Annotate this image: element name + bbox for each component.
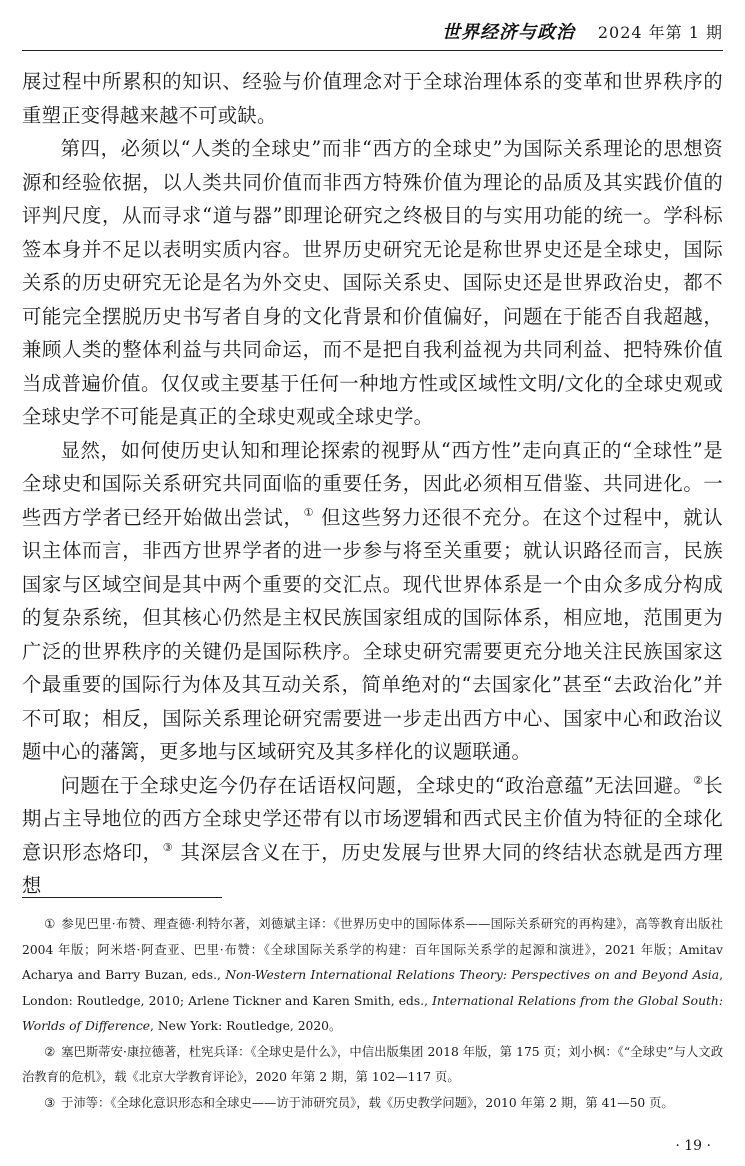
footnotes [22, 912, 723, 1116]
paragraph-2: 第四，必须以“人类的全球史”而非“西方的全球史”为国际关系理论的思想资源和经验依据，以人类共同价值而非西方特殊价值为理论的品质及其实践价值的评判尺度，从而寻求“道与器”即理论研究之终极目的与实用功能的统一。学科标签本身并不足以表明实质内容。世界历史研究无论是称世界史还是全球史，国际关系的历史研究无论是名为外交史、国际关系史、国际史还是世界政治史，都不可能完全摆脱历史书写者自身的文化背景和价值偏好，问题在于能否自我超越，兼顾人类的整体利益与共同命运，而不是把自我利益视为共同利益、把特殊价值当成普遍价值。仅仅或主要基于任何一种地方性或区域性文明/文化的全球史观或全球史学不可能是真正的全球史观或全球史学。 [22, 137, 723, 428]
footnote-ref-1[interactable]: ① [303, 505, 315, 519]
journal-logo: 世界经济与政治 [442, 22, 575, 43]
footnote-ref-3[interactable]: ③ [162, 840, 174, 854]
footnote-2: ② 塞巴斯蒂安·康拉德著，杜宪兵译：《全球史是什么》，中信出版集团 2018 年版，第 175 页；刘小枫：《“全球史”与人文政治教育的危机》，载《北京大学教育评论》，2020 年第 2 期，第 102—117 页。 [22, 1044, 724, 1084]
page-number: · 19 · [675, 1138, 711, 1154]
footnote-ref-2[interactable]: ② [693, 773, 704, 787]
paragraph-4: 问题在于全球史迄今仍存在话语权问题，全球史的“政治意蕴”无法回避。②长期占主导地位的西方全球史学还带有以市场逻辑和西式民主价值为特征的全球化意识形态烙印，③ 其深层含义在于，历史发展与世界大同的终结状态就是西方理想 [22, 773, 723, 897]
issue-label: 2024 年第 1 期 [597, 23, 723, 42]
footnote-rule [22, 897, 222, 898]
footnote-3: ③ 于沛等：《全球化意识形态和全球史——访于沛研究员》，载《历史教学问题》，2010 年第 2 期，第 41—50 页。 [44, 1095, 674, 1110]
paragraph-1: 展过程中所累积的知识、经验与价值理念对于全球治理体系的变革和世界秩序的重塑正变得越来越不可或缺。 [22, 70, 723, 127]
running-header [0, 14, 745, 48]
header-rule [22, 50, 723, 51]
paragraph-3: 显然，如何使历史认知和理论探索的视野从“西方性”走向真正的“全球性”是全球史和国际关系研究共同面临的重要任务，因此必须相互借鉴、共同进化。一些西方学者已经开始做出尝试，① 但这些努力还很不充分。在这个过程中，就认识主体而言，非西方世界学者的进一步参与将至关重要；就认识路径而言，民族国家与区域空间是其中两个重要的交汇点。现代世界体系是一个由众多成分构成的复杂系统，但其核心仍然是主权民族国家组成的国际体系，相应地，范围更为广泛的世界秩序的关键仍是国际秩序。全球史研究需要更充分地关注民族国家这个最重要的国际行为体及其互动关系，简单绝对的“去国家化”甚至“去政治化”并不可取；相反，国际关系理论研究需要进一步走出西方中心、国家中心和政治议题中心的藩篱，更多地与区域研究及其多样化的议题联通。 [22, 438, 723, 763]
body-text [22, 65, 723, 903]
footnote-1: ① 参见巴里·布赞、理查德·利特尔著，刘德斌主译：《世界历史中的国际体系——国际关系研究的再构建》，高等教育出版社 2004 年版；阿米塔·阿查亚、巴里·布赞：《全球国际关系学的构建：百年国际关系学的起源和演进》，2021 年版；Amitav Acharya and Barry Buzan, eds., Non-Western International Relations Theory: Perspectives on and Beyond Asia, London: Routledge, 2010; Arlene Tickner and Karen Smith, eds., International Relations from the Global South: Worlds of Difference, New York: Routledge, 2020。 [22, 917, 723, 1033]
